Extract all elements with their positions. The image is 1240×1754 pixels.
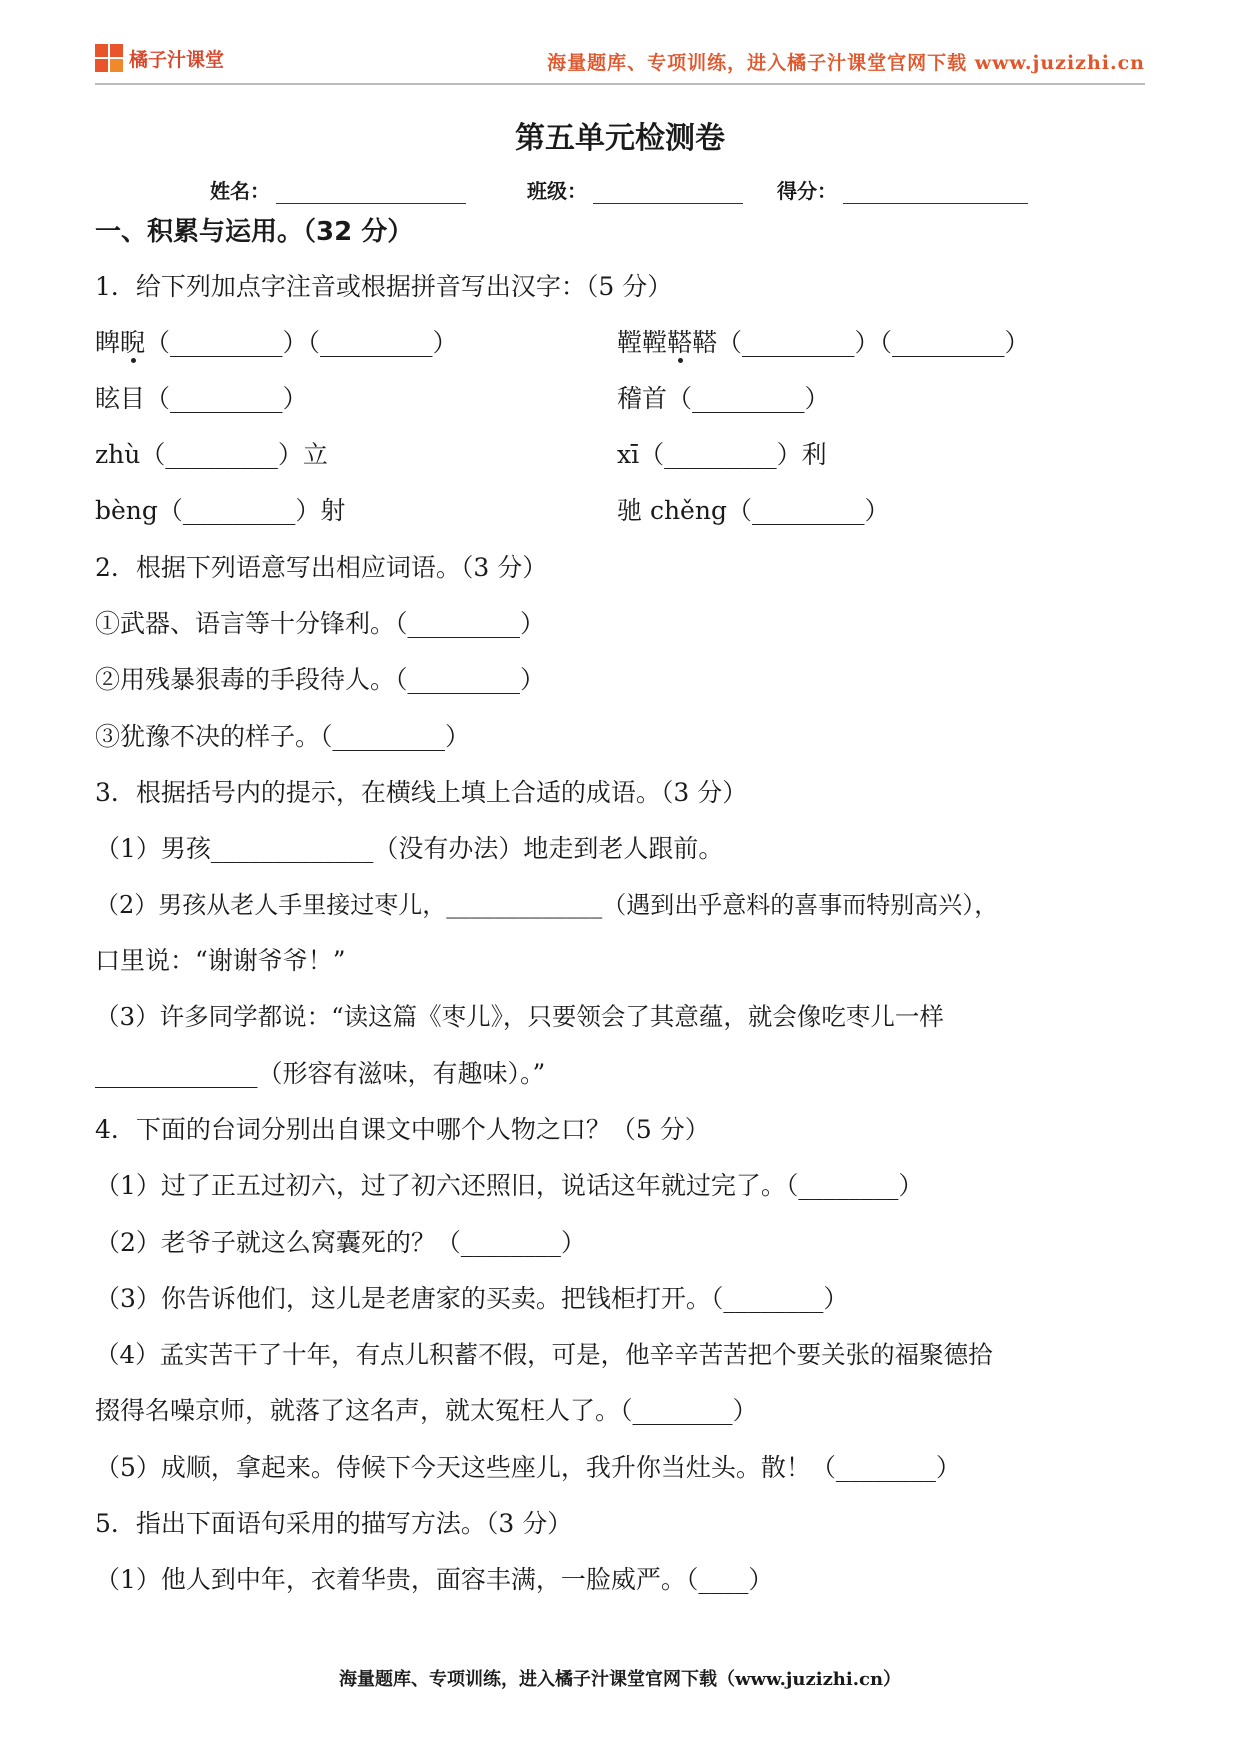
class-label: 班级：	[527, 179, 587, 203]
q4-item-2[interactable]: （2）老爷子就这么窝囊死的？（________）	[95, 1228, 586, 1257]
q2-item-3[interactable]: ③犹豫不决的样子。（_________）	[95, 722, 471, 751]
page-footer: 海量题库、专项训练，进入橘子汁课堂官网下载（www.juzizhi.cn）	[338, 1669, 902, 1690]
score-field	[777, 175, 1028, 204]
q1-item-1-blank-1[interactable]: _________）（	[170, 328, 321, 357]
q2-item-2[interactable]: ②用残暴狠毒的手段待人。（_________）	[95, 665, 546, 694]
page-title: 第五单元检测卷	[515, 121, 725, 156]
q1-item-2-blank-1[interactable]: _________）（	[742, 328, 893, 357]
question-2-prompt: 2．根据下列语意写出相应词语。（3 分）	[95, 553, 548, 582]
q1-item-6[interactable]: xī（_________）利	[617, 440, 827, 469]
logo-text: 橘子汁课堂	[129, 48, 225, 71]
q3-item-2-cont: 口里说：“谢谢爷爷！”	[95, 946, 346, 975]
score-label: 得分：	[777, 179, 837, 203]
name-label: 姓名：	[210, 179, 270, 203]
q2-item-1[interactable]: ①武器、语言等十分锋利。（_________）	[95, 609, 546, 638]
q1-item-5[interactable]: zhù（_________）立	[95, 440, 328, 469]
q1-item-2-blank-2[interactable]: _________）	[892, 328, 1030, 357]
name-blank[interactable]	[276, 181, 466, 204]
q1-item-4[interactable]: 稽首（_________）	[617, 384, 830, 413]
q1-item-2	[617, 326, 1030, 360]
question-1-prompt: 1．给下列加点字注音或根据拼音写出汉字：（5 分）	[95, 272, 673, 301]
q1-item-3[interactable]: 眩目（_________）	[95, 384, 308, 413]
name-field	[210, 175, 466, 204]
q4-item-1[interactable]: （1）过了正五过初六，过了初六还照旧，说话这年就过完了。（________）	[95, 1171, 924, 1200]
question-5-prompt: 5．指出下面语句采用的描写方法。（3 分）	[95, 1509, 573, 1538]
q1-item-2-start: 鞺鞺鞳鞳（	[617, 328, 743, 357]
q5-item-1[interactable]: （1）他人到中年，衣着华贵，面容丰满，一脸威严。（____）	[95, 1565, 774, 1594]
class-blank[interactable]	[593, 181, 743, 204]
q3-item-3: （3）许多同学都说：“读这篇《枣儿》，只要领会了其意蕴，就会像吃枣儿一样	[95, 1002, 944, 1031]
q3-item-3-cont[interactable]: _____________（形容有滋味，有趣味）。”	[95, 1059, 546, 1088]
q1-item-8[interactable]: 驰 chěng（_________）	[617, 496, 890, 525]
header-slogan: 海量题库、专项训练，进入橘子汁课堂官网下载 www.juzizhi.cn	[547, 52, 1145, 74]
q3-item-1[interactable]: （1）男孩_____________（没有办法）地走到老人跟前。	[95, 834, 724, 863]
q3-item-2[interactable]: （2）男孩从老人手里接过枣儿，_____________（遇到出乎意料的喜事而特别高兴），	[95, 891, 999, 919]
logo	[95, 44, 224, 72]
section-heading: 一、积累与运用。（32 分）	[95, 217, 414, 247]
q1-item-1-blank-2[interactable]: _________）	[320, 328, 458, 357]
q4-item-4-cont[interactable]: 掇得名噪京师，就落了这名声，就太冤枉人了。（________）	[95, 1396, 758, 1425]
class-field	[527, 175, 743, 204]
q1-item-1-start: 睥睨（	[95, 328, 171, 357]
q4-item-4: （4）孟实苦干了十年，有点儿积蓄不假，可是，他辛辛苦苦把个要关张的福聚德拾	[95, 1340, 993, 1369]
logo-icon	[95, 44, 123, 72]
question-3-prompt: 3．根据括号内的提示，在横线上填上合适的成语。（3 分）	[95, 778, 748, 807]
q1-item-7[interactable]: bèng（_________）射	[95, 496, 346, 525]
page-header	[95, 40, 1145, 80]
q4-item-3[interactable]: （3）你告诉他们，这儿是老唐家的买卖。把钱柜打开。（________）	[95, 1284, 849, 1313]
q4-item-5[interactable]: （5）成顺，拿起来。侍候下今天这些座儿，我升你当灶头。散！（________）	[95, 1453, 961, 1482]
header-divider	[95, 83, 1145, 85]
q1-item-1	[95, 326, 458, 360]
score-blank[interactable]	[843, 181, 1028, 204]
question-4-prompt: 4．下面的台词分别出自课文中哪个人物之口？（5 分）	[95, 1115, 710, 1144]
